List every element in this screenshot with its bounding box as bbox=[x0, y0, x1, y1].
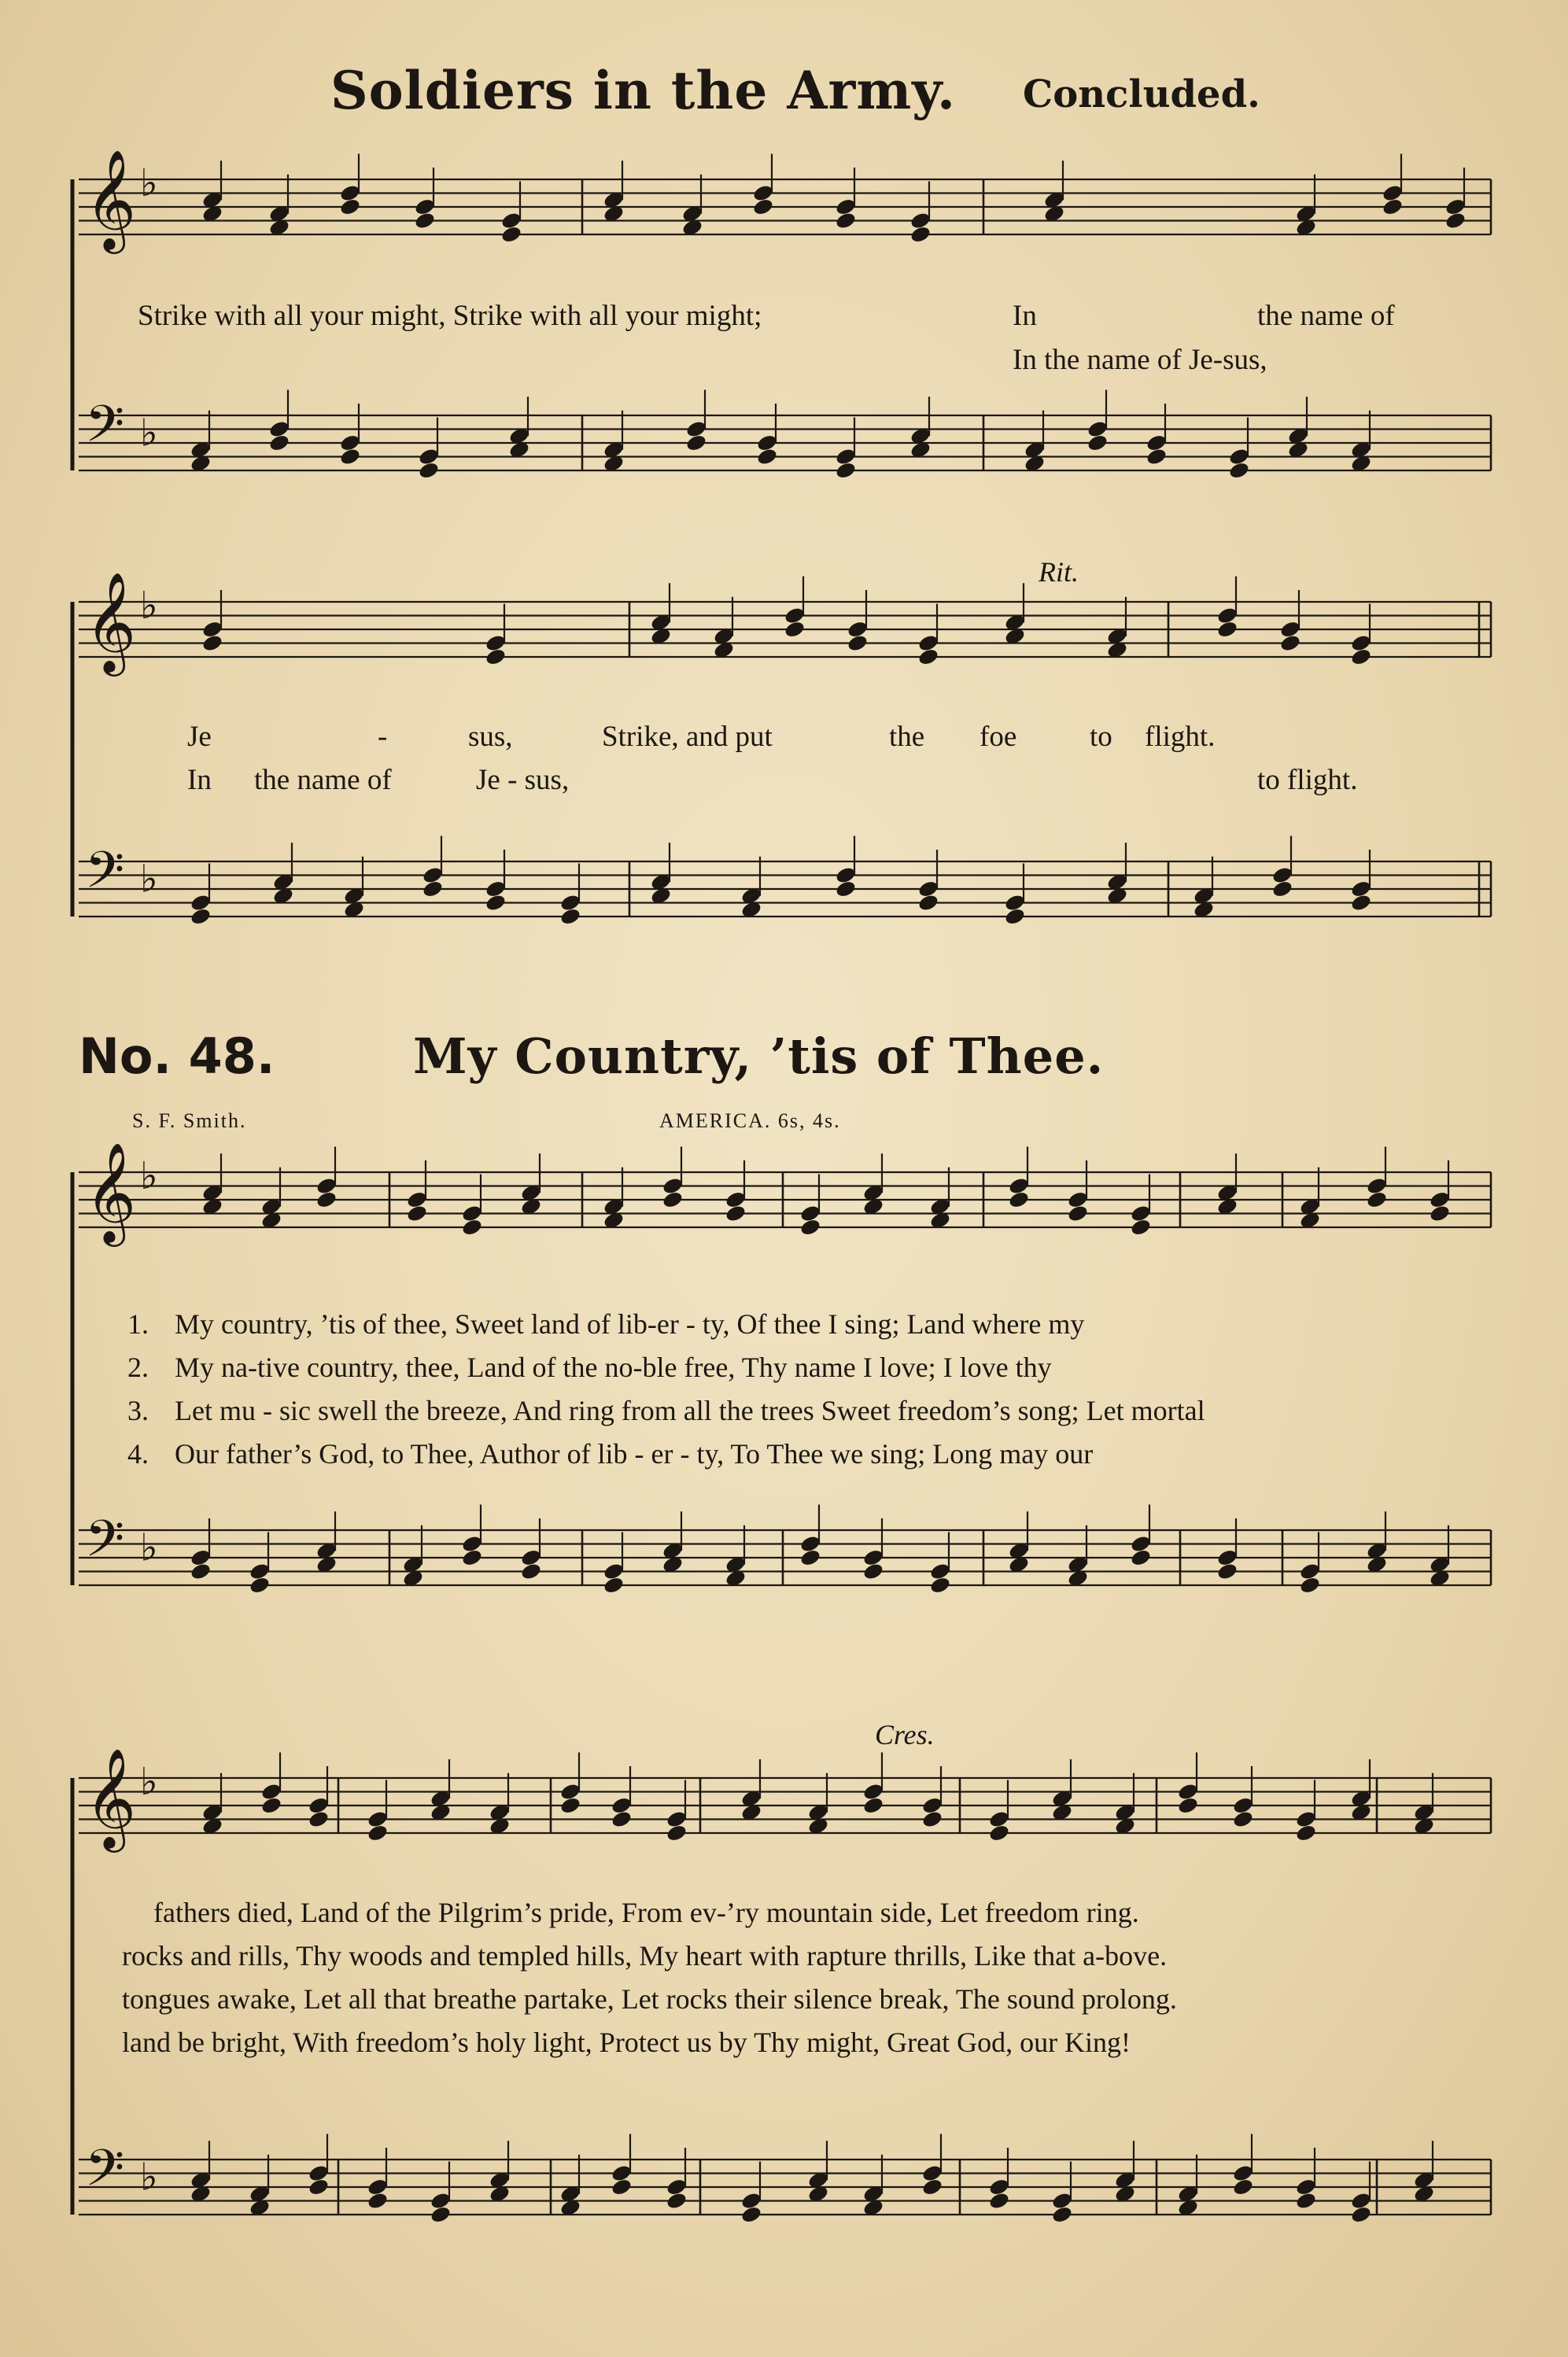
barlines bbox=[72, 179, 1491, 2215]
note-head bbox=[666, 1824, 688, 1843]
note-head bbox=[909, 225, 932, 245]
note-head bbox=[1279, 633, 1302, 653]
treble-clef-icon: 𝄞 bbox=[85, 1747, 137, 1848]
lyric-s2-l2-1: the name of bbox=[254, 764, 392, 796]
hymn-tune: AMERICA. 6s, 4s. bbox=[659, 1109, 841, 1132]
note-head bbox=[1299, 1576, 1322, 1595]
song-subtitle: Concluded. bbox=[1023, 72, 1260, 116]
flat-icon: ♭ bbox=[140, 1154, 158, 1198]
lyric-s1-l2: In the name of Je-sus, bbox=[1013, 344, 1267, 376]
note-stems bbox=[209, 154, 1464, 2201]
crescendo-marking: Cres. bbox=[875, 1719, 935, 1750]
bass-clef-icon: 𝄢 bbox=[85, 395, 125, 467]
note-head bbox=[1130, 1218, 1153, 1238]
note-head bbox=[835, 880, 858, 899]
note-head bbox=[1444, 211, 1467, 231]
verse-1-num: 1. bbox=[127, 1308, 149, 1340]
note-head bbox=[559, 1796, 582, 1816]
note-head bbox=[500, 225, 523, 245]
verse-3-text-a: Let mu - sic swell the breeze, And ring from all the trees Sweet freedom’s song; Let mortal bbox=[175, 1395, 1205, 1426]
note-head bbox=[308, 2178, 330, 2197]
note-head bbox=[1130, 1548, 1153, 1568]
lyric-s2-l2-3: to flight. bbox=[1257, 764, 1358, 796]
flat-icon: ♭ bbox=[140, 857, 158, 902]
note-head bbox=[308, 1809, 330, 1829]
note-head bbox=[406, 1204, 429, 1223]
note-head bbox=[611, 2178, 633, 2197]
note-head bbox=[418, 461, 441, 481]
note-heads bbox=[190, 183, 1467, 2224]
note-head bbox=[485, 893, 507, 913]
verse-2-text-a: My na-tive country, thee, Land of the no-ble free, Thy name I love; I love thy bbox=[175, 1352, 1052, 1383]
note-head bbox=[1051, 2205, 1074, 2225]
bass-clef-icon: 𝄢 bbox=[85, 2139, 125, 2211]
note-head bbox=[666, 2191, 688, 2211]
lyric-s2-l1-0: Je bbox=[187, 721, 212, 753]
note-head bbox=[339, 447, 362, 467]
note-head bbox=[268, 433, 291, 453]
verse-4-text-a: Our father’s God, to Thee, Author of lib - er - ty, To Thee we sing; Long may our bbox=[175, 1438, 1094, 1470]
note-head bbox=[1295, 2191, 1318, 2211]
note-head bbox=[917, 893, 940, 913]
note-head bbox=[1350, 2205, 1373, 2225]
note-head bbox=[201, 633, 224, 653]
note-head bbox=[422, 880, 445, 899]
verse-3-num: 3. bbox=[127, 1395, 149, 1426]
note-head bbox=[917, 647, 940, 667]
lyric-s2-l1-6: to bbox=[1090, 721, 1112, 753]
hymn-author: S. F. Smith. bbox=[132, 1109, 247, 1132]
lyric-s2-l1-5: foe bbox=[980, 721, 1017, 753]
note-head bbox=[1087, 433, 1109, 453]
note-head bbox=[339, 197, 362, 217]
note-head bbox=[1232, 1809, 1255, 1829]
note-head bbox=[756, 447, 779, 467]
verse-2-text-b: rocks and rills, Thy woods and templed hills, My heart with rapture thrills, Like that a-bove. bbox=[122, 1940, 1168, 1972]
verse-2-num: 2. bbox=[127, 1352, 149, 1383]
lyric-s1-l1-a: Strike with all your might, Strike with all your might; bbox=[138, 300, 762, 332]
lyric-s1-l1-b: In bbox=[1013, 300, 1037, 332]
note-head bbox=[862, 1562, 885, 1581]
verse-3-text-b: tongues awake, Let all that breathe partake, Let rocks their silence break, The sound prolong. bbox=[122, 1983, 1177, 2015]
note-head bbox=[603, 1576, 625, 1595]
flat-icon: ♭ bbox=[140, 411, 158, 456]
treble-clef-icon: 𝄞 bbox=[85, 1142, 137, 1242]
lyric-s2-l1-4: the bbox=[889, 721, 925, 753]
note-head bbox=[1271, 880, 1294, 899]
flat-icon: ♭ bbox=[140, 1760, 158, 1804]
lyric-s1-l1-c: the name of bbox=[1257, 300, 1395, 332]
note-head bbox=[752, 197, 775, 217]
verse-4-text-b: land be bright, With freedom’s holy light, Protect us by Thy might, Great God, our King! bbox=[122, 2027, 1131, 2058]
flat-icon: ♭ bbox=[140, 161, 158, 205]
treble-clef-icon: 𝄞 bbox=[85, 571, 137, 672]
note-head bbox=[988, 2191, 1011, 2211]
note-head bbox=[367, 1824, 389, 1843]
lyric-s2-l1-3: Strike, and put bbox=[602, 721, 773, 753]
verse-1-text-b: fathers died, Land of the Pilgrim’s pride, From ev-’ry mountain side, Let freedom ring. bbox=[153, 1897, 1139, 1928]
note-head bbox=[835, 211, 858, 231]
lyric-s2-l1-7: flight. bbox=[1145, 721, 1216, 753]
note-head bbox=[784, 620, 806, 640]
note-head bbox=[1350, 647, 1373, 667]
note-head bbox=[921, 2178, 944, 2197]
flat-icon: ♭ bbox=[140, 584, 158, 628]
verse-4-num: 4. bbox=[127, 1438, 149, 1470]
note-head bbox=[1228, 461, 1251, 481]
bass-clef-icon: 𝄢 bbox=[85, 841, 125, 913]
note-head bbox=[725, 1204, 747, 1223]
note-head bbox=[1216, 1562, 1239, 1581]
note-head bbox=[921, 1809, 944, 1829]
note-head bbox=[367, 2191, 389, 2211]
note-head bbox=[1382, 197, 1404, 217]
note-head bbox=[249, 1576, 271, 1595]
note-head bbox=[1008, 1190, 1031, 1210]
hymn-number: No. 48. bbox=[79, 1027, 275, 1085]
flat-icon: ♭ bbox=[140, 2155, 158, 2200]
clefs bbox=[85, 149, 158, 2211]
note-head bbox=[315, 1190, 338, 1210]
note-head bbox=[430, 2205, 452, 2225]
note-head bbox=[799, 1218, 822, 1238]
note-head bbox=[190, 1562, 212, 1581]
note-head bbox=[1366, 1190, 1389, 1210]
lyric-s2-l2-0: In bbox=[187, 764, 212, 796]
note-head bbox=[1350, 893, 1373, 913]
lyric-s2-l2-2: Je - sus, bbox=[476, 764, 570, 796]
hymn-title: My Country, ’tis of Thee. bbox=[413, 1027, 1105, 1085]
note-head bbox=[662, 1190, 684, 1210]
note-head bbox=[1429, 1204, 1452, 1223]
note-head bbox=[190, 907, 212, 927]
note-head bbox=[1232, 2178, 1255, 2197]
ritardando-marking: Rit. bbox=[1039, 556, 1079, 588]
note-head bbox=[1146, 447, 1168, 467]
note-head bbox=[862, 1796, 885, 1816]
note-head bbox=[611, 1809, 633, 1829]
verse-1-text-a: My country, ’tis of thee, Sweet land of lib-er - ty, Of thee I sing; Land where my bbox=[175, 1308, 1085, 1340]
flat-icon: ♭ bbox=[140, 1525, 158, 1570]
treble-clef-icon: 𝄞 bbox=[85, 149, 137, 249]
note-head bbox=[740, 2205, 763, 2225]
bass-clef-icon: 𝄢 bbox=[85, 1510, 125, 1581]
song-title: Soldiers in the Army. bbox=[330, 60, 956, 121]
note-head bbox=[461, 1218, 484, 1238]
note-head bbox=[835, 461, 858, 481]
note-head bbox=[1004, 907, 1027, 927]
note-head bbox=[414, 211, 437, 231]
note-head bbox=[685, 433, 708, 453]
note-head bbox=[1177, 1796, 1200, 1816]
lyric-s2-l1-1: - bbox=[378, 721, 388, 753]
note-head bbox=[1216, 620, 1239, 640]
note-head bbox=[929, 1576, 952, 1595]
staff-lines bbox=[79, 179, 1491, 2215]
note-head bbox=[260, 1796, 283, 1816]
note-head bbox=[988, 1824, 1011, 1843]
note-head bbox=[485, 647, 507, 667]
note-head bbox=[520, 1562, 543, 1581]
note-head bbox=[1295, 1824, 1318, 1843]
note-head bbox=[559, 907, 582, 927]
note-head bbox=[461, 1548, 484, 1568]
note-head bbox=[847, 633, 869, 653]
lyric-s2-l1-2: sus, bbox=[468, 721, 513, 753]
note-head bbox=[1067, 1204, 1090, 1223]
note-head bbox=[799, 1548, 822, 1568]
